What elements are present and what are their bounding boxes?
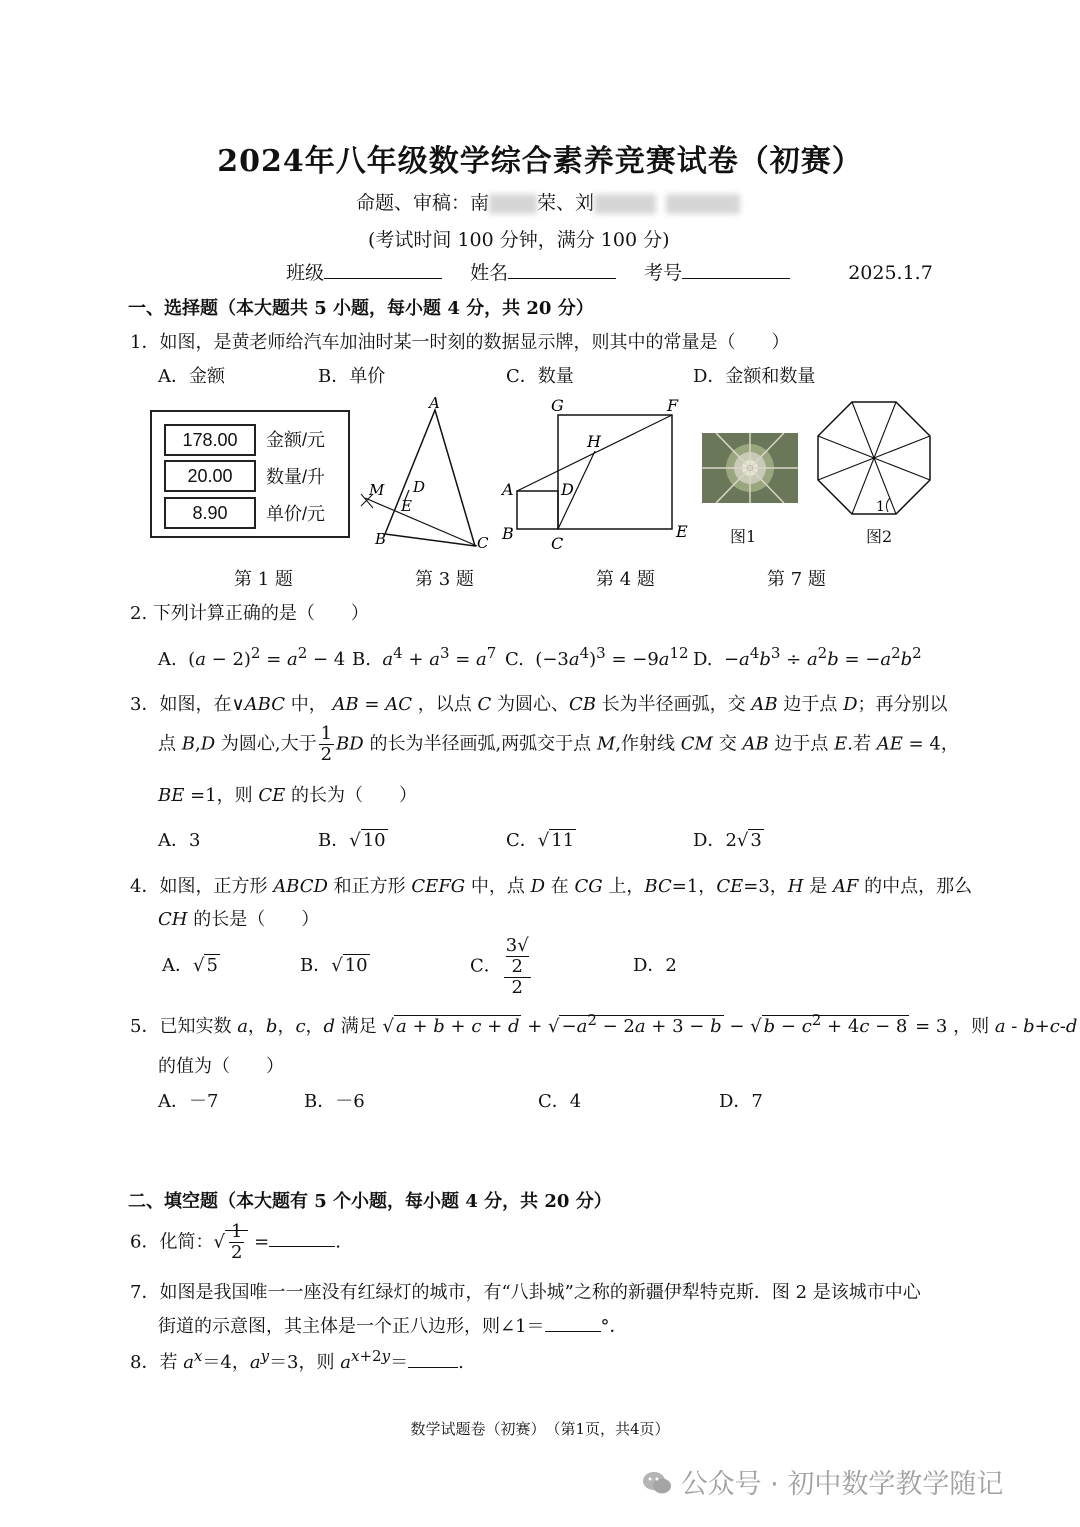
label-C: C xyxy=(551,534,564,553)
q3-option-b: B．√ 10 xyxy=(318,830,386,851)
label-B: B xyxy=(375,530,387,548)
q7-text: 街道的示意图，其主体是一个正八边形，则∠1＝ xyxy=(158,1316,545,1337)
q3-line1: 3．如图，在∨ABC 中， AB = AC ，以点 C 为圆心、CB 长为半径画弧，交 AB 边于点 D；再分别以 xyxy=(130,694,948,715)
q8: 8．若 $a^x=4$，$a^y=3$，则 $a^{x+2y}=$ . xyxy=(130,1347,464,1373)
q5-option-c: C．4 xyxy=(538,1091,582,1112)
quantity-label: 数量/升 xyxy=(266,467,326,487)
q1-option-b: B．单价 xyxy=(318,366,386,387)
q4-line1: 4．如图，正方形 ABCD 和正方形 CEFG 中，点 D 在 CG 上，BC=1，CE=3，H 是 AF 的中点，那么 xyxy=(130,876,973,897)
authors-line xyxy=(356,188,740,215)
q4-option-a: A．√ 5 xyxy=(162,955,218,976)
redacted-name xyxy=(594,194,656,214)
label-M: M xyxy=(369,481,385,499)
figure-q7-octagon xyxy=(812,398,936,522)
label-C: C xyxy=(477,534,489,552)
redacted-name xyxy=(666,194,740,214)
figure-q4-squares xyxy=(495,393,695,553)
quantity-value: 20.00 xyxy=(164,460,256,492)
q4-option-a-label: A． xyxy=(162,955,193,976)
q8-answer-blank[interactable] xyxy=(408,1367,458,1368)
name-field[interactable] xyxy=(508,278,616,279)
q1-option-d: D．金额和数量 xyxy=(693,366,816,387)
q5-option-d: D．7 xyxy=(719,1091,763,1112)
label-A: A xyxy=(502,480,514,499)
wechat-watermark xyxy=(642,1462,1003,1501)
authors-visible: 南 xyxy=(470,192,490,214)
page-footer: 数学试题卷（初赛） （第1页，共4页） xyxy=(410,1420,670,1438)
label-D: D xyxy=(413,478,426,496)
exam-date: 2025.1.7 xyxy=(848,262,933,284)
q4-line2: CH 的长是（ ） xyxy=(158,909,320,930)
q7-suffix: °． xyxy=(600,1316,628,1337)
q8-prefix: 8．若 xyxy=(130,1352,178,1373)
q7-line1: 7．如图是我国唯一一座没有红绿灯的城市，有“八卦城”之称的新疆伊犁特克斯．图 2 是该城市中心 xyxy=(130,1282,921,1303)
label-G: G xyxy=(551,396,564,415)
q1-option-a: A．金额 xyxy=(158,366,225,387)
section1-heading: 一、选择题（本大题共 5 小题，每小题 4 分，共 20 分） xyxy=(128,298,594,319)
number-label: 考号 xyxy=(644,262,683,284)
class-field[interactable] xyxy=(324,278,442,279)
q4-option-d: D．2 xyxy=(633,955,677,976)
q1-option-c: C．数量 xyxy=(506,366,574,387)
q6-answer-blank[interactable] xyxy=(269,1246,335,1247)
q4-option-b-label: B． xyxy=(300,955,332,976)
q3-line2: 点 B,D 为圆心,大于 $\frac{1}{2}$ BD 的长为半径画弧,两弧交于点 M,作射线 CM 交 AB 边于点 E.若 AE = 4， xyxy=(158,723,959,765)
q5-option-a: A．－7 xyxy=(158,1091,219,1112)
aerial-city-photo xyxy=(702,433,798,503)
q5-option-b: B．－6 xyxy=(304,1091,365,1112)
q6: 6．化简：√ $\frac{1}{2}$ = . xyxy=(130,1221,341,1263)
label-E: E xyxy=(401,497,412,515)
q3-option-a: A．3 xyxy=(158,830,201,851)
angle-1-label: 1 xyxy=(876,499,885,515)
name-label: 姓名 xyxy=(470,262,509,284)
q5-line1: 5．已知实数 a，b，c，d 满足 √ a + b + c + d + √ $-a^2 - 2a + 3 - b$ − √ $b - c^2 + 4c - 8 = 3$ ，则 a - b+c-d xyxy=(130,1011,1078,1037)
caption-q7: 第 7 题 xyxy=(767,569,826,590)
q3-option-c: C．√ 11 xyxy=(506,830,575,851)
authors-label: 命题、审稿： xyxy=(356,192,471,214)
q2-stem: 2. 下列计算正确的是（ ） xyxy=(130,603,369,624)
caption-q1: 第 1 题 xyxy=(234,569,293,590)
authors-visible-2: 荣、刘 xyxy=(537,192,595,214)
caption-q3: 第 3 题 xyxy=(415,569,474,590)
price-value: 8.90 xyxy=(164,497,256,529)
section2-heading: 二、填空题（本大题有 5 个小题，每小题 4 分，共 20 分） xyxy=(128,1191,612,1212)
label-H: H xyxy=(587,432,601,451)
q5-line2: 的值为（ ） xyxy=(158,1056,284,1077)
figure-1-label: 图1 xyxy=(730,527,757,546)
label-B: B xyxy=(502,524,514,543)
q7-answer-blank[interactable] xyxy=(545,1331,601,1332)
figure-q3-triangle xyxy=(355,390,505,555)
q3-option-d: D．2√ 3 xyxy=(693,830,762,851)
q3-option-d-label: D． xyxy=(693,830,726,851)
watermark-text: 公众号 · 初中数学教学随记 xyxy=(680,1469,1004,1500)
label-A: A xyxy=(429,394,440,412)
q4-option-c-label: C． xyxy=(470,955,502,977)
q2-option-d: D. $-a^4b^3 \div a^2b = -a^2b^2$ xyxy=(693,644,922,670)
q2-option-b: B. $a^4 + a^3 = a^7$ xyxy=(352,644,497,670)
q7-line2 xyxy=(158,1312,628,1338)
label-F: F xyxy=(667,396,679,415)
q4-option-c: C． 3√ 2 2 xyxy=(470,935,529,998)
amount-value: 178.00 xyxy=(164,424,256,456)
student-info-line xyxy=(286,258,933,285)
class-label: 班级 xyxy=(286,262,325,284)
label-E: E xyxy=(676,522,688,541)
q1-stem: 1．如图，是黄老师给汽车加油时某一时刻的数据显示牌，则其中的常量是（ ） xyxy=(130,332,790,353)
amount-label: 金额/元 xyxy=(266,430,326,450)
paper-title: 2024年八年级数学综合素养竞赛试卷（初赛） xyxy=(217,144,863,179)
q2-option-c: C. $(-3a^4)^3 = -9a^{12}$ xyxy=(505,644,689,670)
wechat-icon xyxy=(642,1470,672,1496)
number-field[interactable] xyxy=(682,278,790,279)
q4-option-b: B．√ 10 xyxy=(300,955,368,976)
price-label: 单价/元 xyxy=(266,504,326,524)
label-D: D xyxy=(561,480,574,499)
q2-option-a: A. $(a - 2)^2 = a^2 - 4$ xyxy=(158,644,346,670)
exam-info: (考试时间 100 分钟，满分 100 分) xyxy=(368,229,670,251)
redacted-name xyxy=(489,194,537,214)
q6-prefix: 6．化简： xyxy=(130,1231,214,1253)
q3-line3: BE =1，则 CE 的长为（ ） xyxy=(158,785,418,806)
caption-q4: 第 4 题 xyxy=(596,569,655,590)
figure-2-label: 图2 xyxy=(866,527,893,546)
